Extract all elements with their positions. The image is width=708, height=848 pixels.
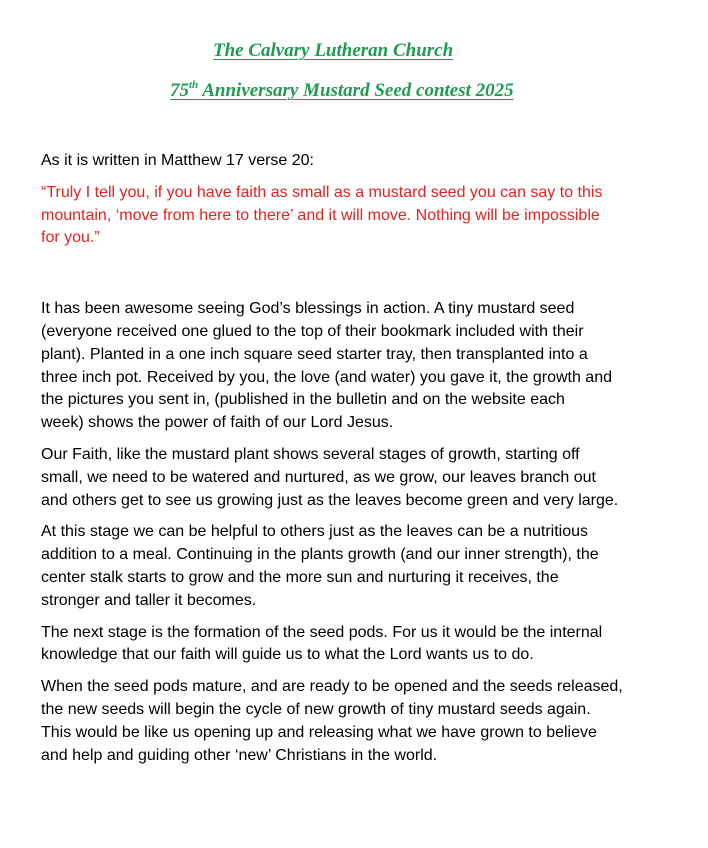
paragraph-line: knowledge that our faith will guide us to what the Lord wants us to do. <box>41 646 534 664</box>
paragraph-line: stronger and taller it becomes. <box>41 591 257 609</box>
scripture-quote <box>41 182 681 250</box>
paragraph-seed-pods <box>41 622 681 668</box>
paragraph-line: This would be like us opening up and releasing what we have grown to believe <box>41 723 597 741</box>
paragraph-line: three inch pot. Received by you, the love (and water) you gave it, the growth and <box>41 368 612 386</box>
paragraph-line: center stalk starts to grow and the more sun and nurturing it receives, the <box>41 568 559 586</box>
scripture-line: “Truly I tell you, if you have faith as small as a mustard seed you can say to this <box>41 183 603 201</box>
paragraph-line: and others get to see us growing just as the leaves become green and very large. <box>41 491 619 509</box>
paragraph-line: addition to a meal. Continuing in the plants growth (and our inner strength), the <box>41 546 599 564</box>
paragraph-line: Our Faith, like the mustard plant shows several stages of growth, starting off <box>41 445 580 463</box>
anniversary-ordinal: th <box>189 79 199 91</box>
paragraph-line: (everyone received one glued to the top of their bookmark included with their <box>41 322 584 340</box>
anniversary-number: 75 <box>170 80 189 101</box>
document-body <box>41 150 681 776</box>
paragraph-stages <box>41 444 681 512</box>
document-subtitle <box>170 79 514 102</box>
paragraph-blessings <box>41 298 681 435</box>
paragraph-line: the pictures you sent in, (published in the bulletin and on the website each <box>41 391 565 409</box>
scripture-reference: As it is written in Matthew 17 verse 20: <box>41 152 314 169</box>
scripture-line: mountain, ‘move from here to there’ and it will move. Nothing will be impossible <box>41 206 600 224</box>
paragraph-growth <box>41 521 681 612</box>
paragraph-line: plant). Planted in a one inch square seed starter tray, then transplanted into a <box>41 345 588 363</box>
paragraph-line: The next stage is the formation of the seed pods. For us it would be the internal <box>41 623 603 641</box>
paragraph-line: week) shows the power of faith of our Lord Jesus. <box>41 414 394 432</box>
document-title: The Calvary Lutheran Church <box>213 40 454 61</box>
paragraph-new-seeds <box>41 676 681 767</box>
paragraph-line: It has been awesome seeing God’s blessings in action. A tiny mustard seed <box>41 300 575 318</box>
paragraph-line: At this stage we can be helpful to others just as the leaves can be a nutritious <box>41 523 588 541</box>
paragraph-line: When the seed pods mature, and are ready to be opened and the seeds released, <box>41 678 623 696</box>
paragraph-line: small, we need to be watered and nurtured, as we grow, our leaves branch out <box>41 468 596 486</box>
paragraph-line: and help and guiding other ‘new’ Christians in the world. <box>41 746 438 764</box>
scripture-line: for you.” <box>41 229 100 247</box>
paragraph-line: the new seeds will begin the cycle of new growth of tiny mustard seeds again. <box>41 700 591 718</box>
subtitle-text: Anniversary Mustard Seed contest 2025 <box>198 80 514 101</box>
